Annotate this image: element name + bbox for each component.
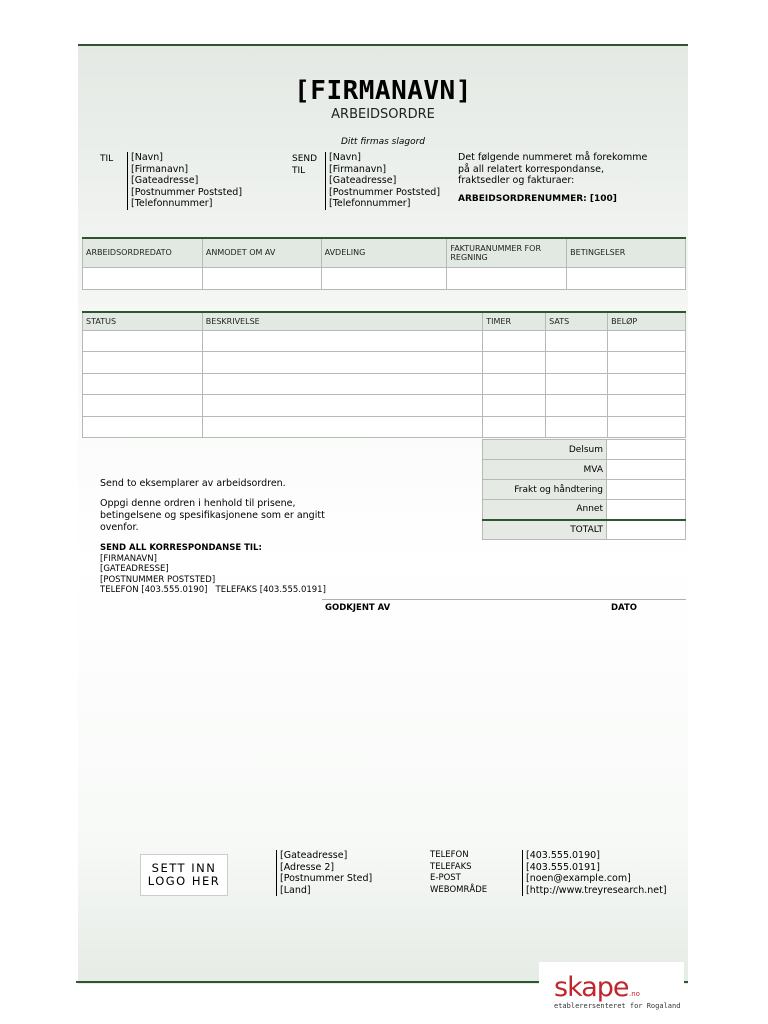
order-info-table: [82, 237, 686, 290]
table-cell[interactable]: [608, 352, 686, 374]
table-row: [83, 330, 686, 352]
logo-placeholder-line: SETT INN: [151, 861, 217, 875]
column-header: FAKTURANUMMER FOR REGNING: [447, 238, 567, 267]
to-label: TIL: [100, 154, 114, 164]
subtotal-value[interactable]: [607, 440, 686, 460]
vat-label: MVA: [483, 460, 607, 480]
column-header: SATS: [546, 312, 608, 330]
vat-value[interactable]: [607, 460, 686, 480]
ship-to-line: [Firmanavn]: [329, 163, 387, 175]
to-line: [Postnummer Poststed]: [131, 186, 243, 198]
skape-logo-suffix: .no: [629, 990, 640, 998]
ship-to-label-line: SEND: [292, 154, 318, 164]
to-line: [Gateadresse]: [131, 175, 199, 186]
table-cell[interactable]: [608, 373, 686, 395]
column-header: STATUS: [83, 312, 203, 330]
ship-to-line: [Gateadresse]: [329, 175, 397, 186]
ship-to-line: [Navn]: [329, 152, 361, 163]
logo-placeholder-line: LOGO HER: [147, 874, 221, 888]
other-label: Annet: [483, 500, 607, 520]
column-header: AVDELING: [321, 238, 447, 267]
skape-logo-tagline: etablerersenteret for Rogaland: [554, 1002, 681, 1010]
other-value[interactable]: [607, 500, 686, 520]
total-value[interactable]: [607, 520, 686, 540]
to-line: [Navn]: [131, 152, 163, 163]
correspondence-line: TELEFON [403.555.0190] TELEFAKS [403.555.0191]: [100, 585, 326, 595]
table-cell[interactable]: [546, 395, 608, 417]
table-cell[interactable]: [608, 330, 686, 352]
skape-logo-word: skape: [554, 972, 629, 1003]
ship-to-line: [Postnummer Poststed]: [329, 186, 441, 198]
work-order-page: [78, 44, 688, 984]
table-row: [83, 352, 686, 374]
to-address: [127, 152, 242, 210]
order-number-notice: Det følgende nummeret må forekomme på all relatert korrespondanse, fraktsedler og fakturaer:: [458, 152, 648, 186]
table-row: [83, 395, 686, 417]
table-cell[interactable]: [546, 352, 608, 374]
totals-row: [483, 440, 686, 460]
to-line: [Firmanavn]: [131, 163, 189, 175]
table-cell[interactable]: [83, 267, 203, 289]
contact-label: E-POST: [430, 873, 461, 883]
column-header: TIMER: [483, 312, 546, 330]
total-label: TOTALT: [483, 520, 607, 540]
contact-value: [403.555.0191]: [526, 861, 600, 873]
table-cell[interactable]: [202, 267, 321, 289]
work-order-number: ARBEIDSORDRENUMMER: [100]: [458, 194, 617, 204]
correspondence-line: [POSTNUMMER POSTSTED]: [100, 574, 216, 585]
contact-label: WEBOMRÅDE: [430, 884, 488, 895]
column-header: BELØP: [608, 312, 686, 330]
table-cell[interactable]: [83, 352, 203, 374]
to-line: [Telefonnummer]: [131, 198, 213, 209]
table-cell[interactable]: [546, 330, 608, 352]
table-cell[interactable]: [202, 352, 482, 374]
table-cell[interactable]: [483, 416, 546, 438]
line-items-table: [82, 311, 686, 438]
totals-row: [483, 460, 686, 480]
table-cell[interactable]: [202, 330, 482, 352]
shipping-label: Frakt og håndtering: [483, 480, 607, 500]
table-cell[interactable]: [202, 373, 482, 395]
ship-to-label: [292, 154, 317, 177]
ship-to-label-line: TIL: [292, 165, 306, 176]
table-cell[interactable]: [202, 395, 482, 417]
shipping-value[interactable]: [607, 480, 686, 500]
table-cell[interactable]: [321, 267, 447, 289]
table-cell[interactable]: [546, 416, 608, 438]
table-cell[interactable]: [83, 373, 203, 395]
column-header: BETINGELSER: [567, 238, 686, 267]
footer-address-line: [Gateadresse]: [280, 850, 348, 861]
table-cell[interactable]: [447, 267, 567, 289]
totals-row: [483, 480, 686, 500]
contact-value: [noen@example.com]: [526, 873, 631, 884]
correspondence-line: [GATEADRESSE]: [100, 564, 169, 574]
contact-value: [http://www.treyresearch.net]: [526, 884, 667, 896]
column-header: ANMODET OM AV: [202, 238, 321, 267]
table-row: [83, 416, 686, 438]
logo-placeholder[interactable]: [140, 854, 228, 896]
correspondence-heading: SEND ALL KORRESPONDANSE TIL:: [100, 543, 262, 553]
ship-to-address: [325, 152, 440, 210]
table-cell[interactable]: [83, 416, 203, 438]
subtotal-label: Delsum: [483, 440, 607, 460]
footer-address-line: [Adresse 2]: [280, 861, 335, 873]
terms-note: Oppgi denne ordren i henhold til prisene, betingelsene og spesifikasjonene som er angitt ovenfor.: [100, 498, 325, 533]
footer-contact-labels: [430, 850, 487, 896]
table-cell[interactable]: [483, 373, 546, 395]
approved-by-label: GODKJENT AV: [325, 603, 391, 613]
company-name: [FIRMANAVN]: [294, 76, 472, 106]
totals-table: [482, 439, 686, 540]
table-cell[interactable]: [202, 416, 482, 438]
table-cell[interactable]: [83, 395, 203, 417]
footer-contact-values: [522, 850, 667, 896]
company-slogan: Ditt firmas slagord: [340, 137, 426, 147]
approval-signature-line[interactable]: [322, 599, 686, 600]
table-cell[interactable]: [546, 373, 608, 395]
totals-row: [483, 520, 686, 540]
footer-address-line: [Land]: [280, 884, 311, 896]
contact-label: TELEFON: [430, 850, 469, 860]
table-cell[interactable]: [83, 330, 203, 352]
totals-row: [483, 500, 686, 520]
document-title: ARBEIDSORDRE: [331, 107, 435, 122]
correspondence-block: [100, 543, 326, 596]
skape-logo: [539, 962, 684, 1018]
contact-value: [403.555.0190]: [526, 850, 600, 861]
table-row: [83, 267, 686, 289]
table-cell[interactable]: [608, 416, 686, 438]
copies-note: Send to eksemplarer av arbeidsordren.: [100, 478, 286, 489]
ship-to-line: [Telefonnummer]: [329, 198, 411, 209]
table-cell[interactable]: [483, 330, 546, 352]
column-header: ARBEIDSORDREDATO: [83, 238, 203, 267]
correspondence-line: [FIRMANAVN]: [100, 553, 157, 564]
date-label: DATO: [611, 603, 637, 613]
contact-label: TELEFAKS: [430, 861, 472, 872]
table-cell[interactable]: [567, 267, 686, 289]
table-cell[interactable]: [483, 395, 546, 417]
footer-address-line: [Postnummer Sted]: [280, 873, 373, 884]
table-cell[interactable]: [608, 395, 686, 417]
footer-address: [276, 850, 372, 896]
table-row: [83, 373, 686, 395]
table-cell[interactable]: [483, 352, 546, 374]
column-header: BESKRIVELSE: [202, 312, 482, 330]
